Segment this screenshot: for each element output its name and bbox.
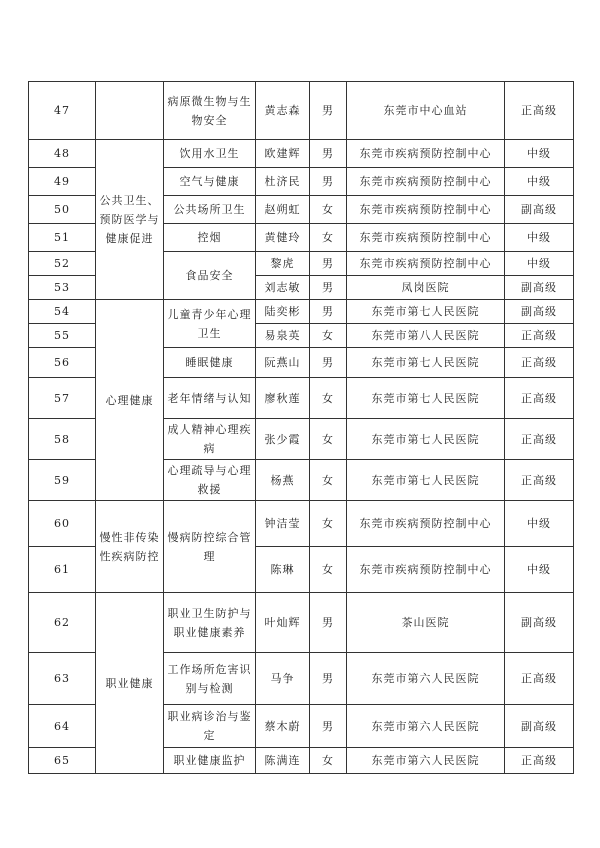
category-cell: 心理健康	[96, 300, 164, 501]
topic-cell: 心理疏导与心理救援	[164, 460, 256, 501]
sex-cell: 女	[310, 460, 347, 501]
sex-cell: 男	[310, 276, 347, 300]
topic-cell: 工作场所危害识别与检测	[164, 653, 256, 705]
row-number: 61	[29, 547, 96, 593]
title-cell: 中级	[505, 224, 574, 252]
row-number: 50	[29, 196, 96, 224]
row-number: 60	[29, 501, 96, 547]
row-number: 59	[29, 460, 96, 501]
sex-cell: 男	[310, 348, 347, 378]
expert-name: 黎虎	[256, 252, 310, 276]
unit-cell: 东莞市疾病预防控制中心	[347, 224, 505, 252]
topic-cell: 职业健康监护	[164, 748, 256, 774]
unit-cell: 东莞市第七人民医院	[347, 300, 505, 324]
row-number: 58	[29, 419, 96, 460]
sex-cell: 男	[310, 140, 347, 168]
row-number: 64	[29, 705, 96, 748]
unit-cell: 东莞市第六人民医院	[347, 748, 505, 774]
sex-cell: 女	[310, 501, 347, 547]
expert-name: 陈满连	[256, 748, 310, 774]
row-number: 48	[29, 140, 96, 168]
sex-cell: 女	[310, 224, 347, 252]
topic-cell: 儿童青少年心理卫生	[164, 300, 256, 348]
table-row	[29, 300, 574, 324]
sex-cell: 男	[310, 252, 347, 276]
title-cell: 中级	[505, 547, 574, 593]
topic-cell: 慢病防控综合管理	[164, 501, 256, 593]
title-cell: 副高级	[505, 593, 574, 653]
table-row	[29, 140, 574, 168]
topic-cell: 空气与健康	[164, 168, 256, 196]
unit-cell: 东莞市疾病预防控制中心	[347, 140, 505, 168]
expert-name: 阮燕山	[256, 348, 310, 378]
title-cell: 中级	[505, 252, 574, 276]
row-number: 51	[29, 224, 96, 252]
row-number: 57	[29, 378, 96, 419]
topic-cell: 食品安全	[164, 252, 256, 300]
title-cell: 正高级	[505, 419, 574, 460]
row-number: 63	[29, 653, 96, 705]
row-number: 53	[29, 276, 96, 300]
sex-cell: 男	[310, 82, 347, 140]
unit-cell: 东莞市第七人民医院	[347, 378, 505, 419]
title-cell: 副高级	[505, 300, 574, 324]
unit-cell: 东莞市第八人民医院	[347, 324, 505, 348]
unit-cell: 东莞市疾病预防控制中心	[347, 196, 505, 224]
expert-table	[28, 81, 574, 774]
unit-cell: 东莞市第七人民医院	[347, 348, 505, 378]
title-cell: 中级	[505, 168, 574, 196]
expert-name: 赵朔虹	[256, 196, 310, 224]
title-cell: 副高级	[505, 276, 574, 300]
expert-name: 张少霞	[256, 419, 310, 460]
category-cell	[96, 82, 164, 140]
unit-cell: 东莞市中心血站	[347, 82, 505, 140]
category-cell: 职业健康	[96, 593, 164, 774]
expert-name: 黄志森	[256, 82, 310, 140]
title-cell: 正高级	[505, 460, 574, 501]
expert-name: 叶灿辉	[256, 593, 310, 653]
topic-cell: 公共场所卫生	[164, 196, 256, 224]
unit-cell: 东莞市第六人民医院	[347, 705, 505, 748]
sex-cell: 女	[310, 419, 347, 460]
title-cell: 正高级	[505, 653, 574, 705]
row-number: 47	[29, 82, 96, 140]
sex-cell: 男	[310, 593, 347, 653]
expert-name: 陆奕彬	[256, 300, 310, 324]
category-cell: 慢性非传染性疾病防控	[96, 501, 164, 593]
unit-cell: 东莞市疾病预防控制中心	[347, 168, 505, 196]
expert-name: 欧建辉	[256, 140, 310, 168]
table-row	[29, 501, 574, 547]
title-cell: 正高级	[505, 324, 574, 348]
title-cell: 正高级	[505, 348, 574, 378]
row-number: 55	[29, 324, 96, 348]
title-cell: 副高级	[505, 705, 574, 748]
topic-cell: 控烟	[164, 224, 256, 252]
unit-cell: 东莞市第七人民医院	[347, 419, 505, 460]
expert-name: 杜济民	[256, 168, 310, 196]
sex-cell: 女	[310, 196, 347, 224]
topic-cell: 成人精神心理疾病	[164, 419, 256, 460]
sex-cell: 男	[310, 168, 347, 196]
unit-cell: 茶山医院	[347, 593, 505, 653]
sex-cell: 男	[310, 653, 347, 705]
row-number: 65	[29, 748, 96, 774]
title-cell: 正高级	[505, 82, 574, 140]
expert-name: 钟洁莹	[256, 501, 310, 547]
row-number: 54	[29, 300, 96, 324]
row-number: 56	[29, 348, 96, 378]
category-cell: 公共卫生、预防医学与健康促进	[96, 140, 164, 300]
table-row	[29, 593, 574, 653]
topic-cell: 职业病诊治与鉴定	[164, 705, 256, 748]
sex-cell: 男	[310, 300, 347, 324]
sex-cell: 女	[310, 324, 347, 348]
sex-cell: 女	[310, 378, 347, 419]
title-cell: 正高级	[505, 378, 574, 419]
expert-name: 易泉英	[256, 324, 310, 348]
expert-name: 马争	[256, 653, 310, 705]
unit-cell: 凤岗医院	[347, 276, 505, 300]
expert-name: 廖秋莲	[256, 378, 310, 419]
row-number: 52	[29, 252, 96, 276]
unit-cell: 东莞市第六人民医院	[347, 653, 505, 705]
topic-cell: 病原微生物与生物安全	[164, 82, 256, 140]
title-cell: 中级	[505, 501, 574, 547]
expert-name: 杨燕	[256, 460, 310, 501]
unit-cell: 东莞市疾病预防控制中心	[347, 252, 505, 276]
topic-cell: 老年情绪与认知	[164, 378, 256, 419]
topic-cell: 睡眠健康	[164, 348, 256, 378]
title-cell: 正高级	[505, 748, 574, 774]
topic-cell: 饮用水卫生	[164, 140, 256, 168]
expert-name: 刘志敏	[256, 276, 310, 300]
row-number: 62	[29, 593, 96, 653]
topic-cell: 职业卫生防护与职业健康素养	[164, 593, 256, 653]
unit-cell: 东莞市疾病预防控制中心	[347, 501, 505, 547]
expert-name: 陈琳	[256, 547, 310, 593]
unit-cell: 东莞市疾病预防控制中心	[347, 547, 505, 593]
row-number: 49	[29, 168, 96, 196]
unit-cell: 东莞市第七人民医院	[347, 460, 505, 501]
sex-cell: 女	[310, 748, 347, 774]
table-row	[29, 82, 574, 140]
title-cell: 副高级	[505, 196, 574, 224]
sex-cell: 男	[310, 705, 347, 748]
sex-cell: 女	[310, 547, 347, 593]
expert-name: 蔡木蔚	[256, 705, 310, 748]
title-cell: 中级	[505, 140, 574, 168]
expert-name: 黄健玲	[256, 224, 310, 252]
